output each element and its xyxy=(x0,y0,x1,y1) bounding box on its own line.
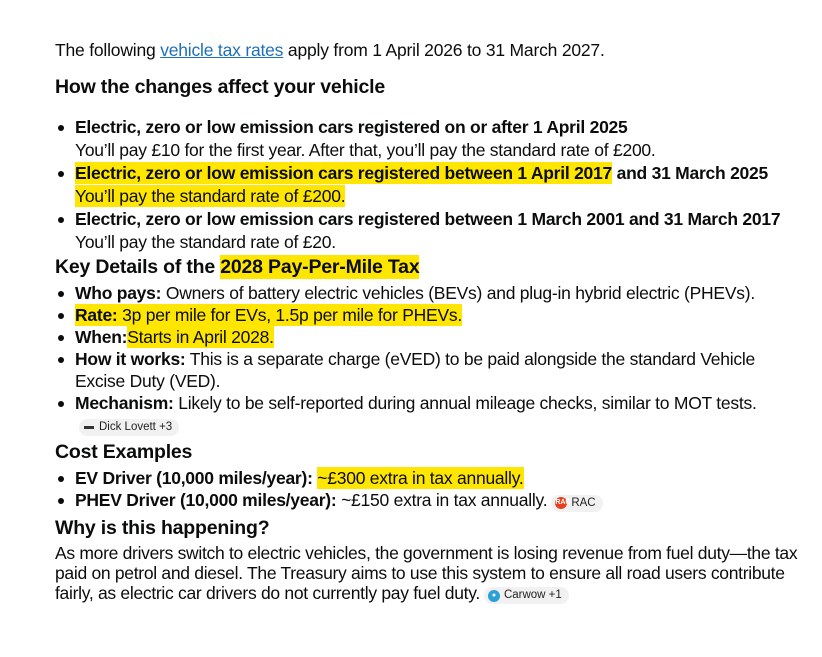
changes-list xyxy=(55,116,805,254)
intro-after: apply from 1 April 2026 to 31 March 2027. xyxy=(283,40,605,60)
item-text: Owners of battery electric vehicles (BEVs) and plug-in hybrid electric (PHEVs). xyxy=(161,283,755,303)
list-item xyxy=(55,208,805,254)
item-label: PHEV Driver (10,000 miles/year): xyxy=(75,490,337,510)
item-label: Mechanism: xyxy=(75,393,174,413)
item-title-highlight: Electric, zero or low emission cars registered between 1 April 2017 xyxy=(75,163,612,183)
why-heading: Why is this happening? xyxy=(55,516,270,539)
intro-paragraph xyxy=(55,38,805,62)
ppm-heading-a: Key Details of the xyxy=(55,256,221,278)
item-label: When: xyxy=(75,327,128,347)
list-item xyxy=(55,489,805,512)
list-item xyxy=(55,467,805,489)
item-text: Starts in April 2028. xyxy=(127,327,274,347)
list-item xyxy=(55,348,805,392)
source-chip-label: Carwow +1 xyxy=(503,589,562,601)
ppm-list xyxy=(55,282,805,436)
ppm-heading xyxy=(55,254,805,280)
carwow-icon: ● xyxy=(488,590,500,602)
list-item xyxy=(55,392,805,436)
list-item xyxy=(55,326,805,348)
why-paragraph xyxy=(55,543,805,605)
costs-heading: Cost Examples xyxy=(55,441,193,463)
car-icon: ▬ xyxy=(84,421,94,432)
article xyxy=(55,38,805,604)
item-text: ~£150 extra in tax annually. xyxy=(336,490,548,510)
item-title: Electric, zero or low emission cars registered on or after 1 April 2025 xyxy=(75,117,628,137)
costs-list xyxy=(55,467,805,512)
item-text: This is a separate charge (eVED) to be paid alongside the standard Vehicle Excise Duty (VED). xyxy=(75,349,755,391)
intro-before: The following xyxy=(55,40,161,60)
item-text: ~£300 extra in tax annually. xyxy=(317,468,524,488)
item-detail: You’ll pay the standard rate of £200. xyxy=(75,186,346,206)
item-text: 3p per mile for EVs, 1.5p per mile for PHEVs. xyxy=(117,305,462,325)
item-label: How it works: xyxy=(75,349,186,369)
item-detail: You’ll pay the standard rate of £20. xyxy=(75,232,336,252)
vehicle-tax-rates-link[interactable]: vehicle tax rates xyxy=(160,40,284,60)
list-item xyxy=(55,304,805,326)
item-label: Who pays: xyxy=(75,283,162,303)
item-label: EV Driver (10,000 miles/year): xyxy=(75,468,313,488)
list-item xyxy=(55,116,805,162)
changes-heading: How the changes affect your vehicle xyxy=(55,76,386,98)
source-chip-label: Dick Lovett +3 xyxy=(99,420,173,433)
source-chip[interactable] xyxy=(79,419,179,436)
source-chip[interactable] xyxy=(484,587,569,604)
item-label: Rate: xyxy=(75,305,118,325)
source-chip-label: RAC xyxy=(571,496,596,509)
item-text: Likely to be self-reported during annual mileage checks, similar to MOT tests. xyxy=(173,393,757,413)
list-item xyxy=(55,162,805,208)
rac-icon: RAC xyxy=(555,497,567,509)
item-title-rest: and 31 March 2025 xyxy=(612,163,768,183)
why-text: As more drivers switch to electric vehicles, the government is losing revenue from fuel duty—the tax paid on petrol and diesel. The Treasury aims to use this system to ensure all road users contribute fairly, as electric car drivers do not currently pay fuel duty. xyxy=(55,542,798,603)
item-title: Electric, zero or low emission cars registered between 1 March 2001 and 31 March 2017 xyxy=(75,209,781,229)
item-detail: You’ll pay £10 for the first year. After that, you’ll pay the standard rate of £200. xyxy=(75,140,656,160)
ppm-heading-b: 2028 Pay-Per-Mile Tax xyxy=(220,256,420,278)
list-item xyxy=(55,282,805,304)
source-chip[interactable] xyxy=(551,495,602,512)
